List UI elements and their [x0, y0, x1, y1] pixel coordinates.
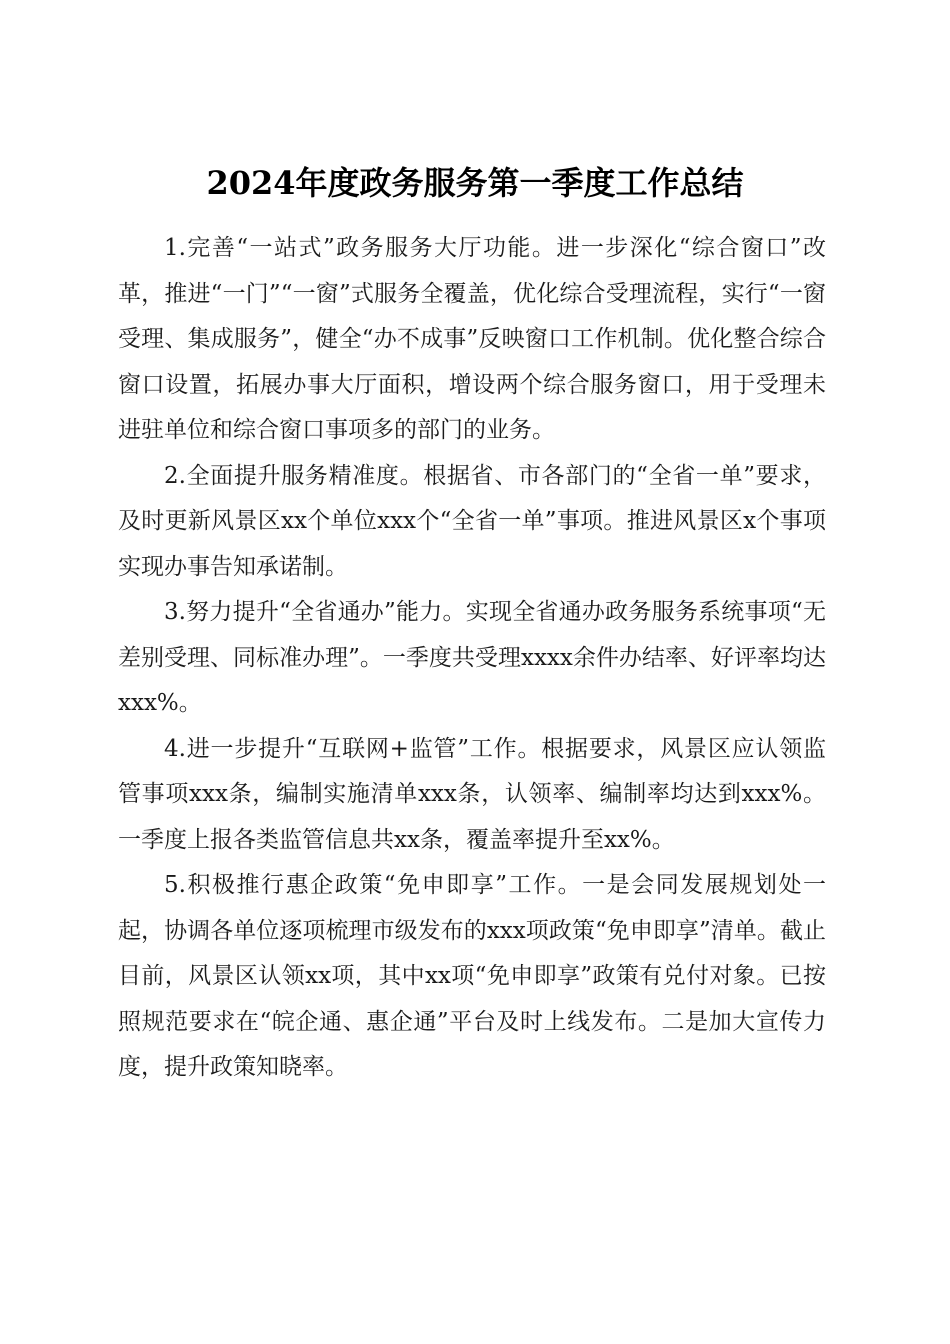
paragraph-1: 1.完善“一站式”政务服务大厅功能。进一步深化“综合窗口”改革，推进“一门”“一窗”式服务全覆盖，优化综合受理流程，实行“一窗受理、集成服务”，健全“办不成事”反映窗口工作机制。优化整合综合窗口设置，拓展办事大厅面积，增设两个综合服务窗口，用于受理未进驻单位和综合窗口事项多的部门的业务。 [118, 235, 826, 443]
document-title: 2024年度政务服务第一季度工作总结 [206, 164, 744, 203]
paragraph-4: 4.进一步提升“互联网+监管”工作。根据要求，风景区应认领监管事项xxx条，编制实施清单xxx条，认领率、编制率均达到xxx%。一季度上报各类监管信息共xx条，覆盖率提升至xx%。 [118, 735, 826, 853]
paragraph-3: 3.努力提升“全省通办”能力。实现全省通办政务服务系统事项“无差别受理、同标准办理”。一季度共受理xxxx余件办结率、好评率均达xxx%。 [118, 599, 826, 716]
document-body [118, 226, 826, 1091]
paragraph-5: 5.积极推行惠企政策“免申即享”工作。一是会同发展规划处一起，协调各单位逐项梳理市级发布的xxx项政策“免申即享”清单。截止目前，风景区认领xx项，其中xx项“免申即享”政策有兑付对象。已按照规范要求在“皖企通、惠企通”平台及时上线发布。二是加大宣传力度，提升政策知晓率。 [118, 872, 826, 1080]
paragraph-2: 2.全面提升服务精准度。根据省、市各部门的“全省一单”要求，及时更新风景区xx个单位xxx个“全省一单”事项。推进风景区x个事项实现办事告知承诺制。 [118, 462, 826, 580]
